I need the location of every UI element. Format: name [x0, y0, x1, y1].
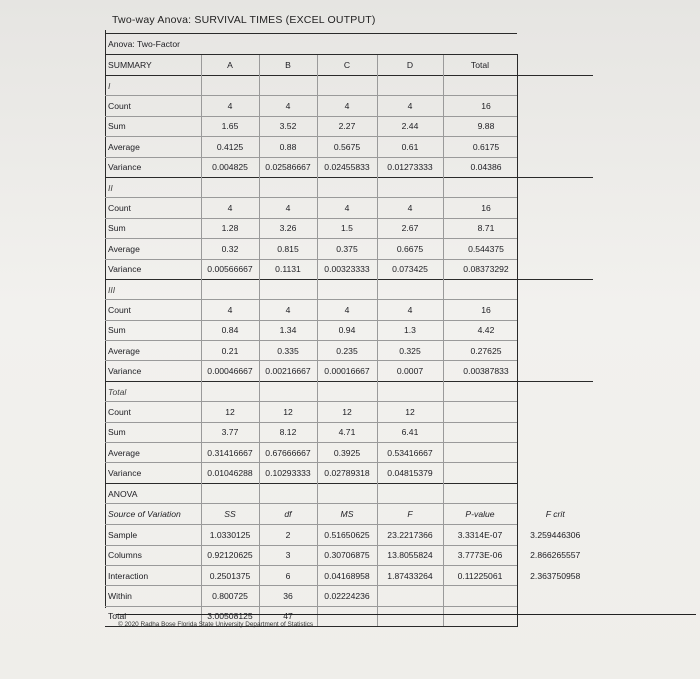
table-cell: 0.04815379	[377, 463, 443, 483]
table-cell: 0.544375	[443, 239, 517, 259]
anova-column-header: F	[377, 504, 443, 525]
table-cell: 4	[201, 198, 259, 218]
table-cell	[443, 422, 517, 442]
empty-cell	[377, 76, 443, 96]
anova-cell: 0.04168958	[317, 565, 377, 585]
source-label: Columns	[105, 545, 201, 565]
empty-cell	[201, 381, 259, 401]
row-label: Variance	[105, 157, 201, 177]
page-title: Two-way Anova: SURVIVAL TIMES (EXCEL OUTPUT)	[112, 14, 376, 26]
anova-row	[105, 545, 593, 565]
table-cell: 0.84	[201, 320, 259, 340]
table-cell	[443, 463, 517, 483]
anova-cell: 0.2501375	[201, 565, 259, 585]
table-cell: 0.88	[259, 137, 317, 157]
anova-cell: 1.0330125	[201, 525, 259, 545]
table-cell: 8.12	[259, 422, 317, 442]
table-cell: 0.235	[317, 341, 377, 361]
empty-cell	[317, 381, 377, 401]
empty-cell	[259, 279, 317, 299]
table-cell: 4	[201, 96, 259, 116]
anova-source-header: Source of Variation	[105, 504, 201, 525]
source-label: Interaction	[105, 565, 201, 585]
anova-cell: 0.51650625	[317, 525, 377, 545]
empty-cell	[443, 483, 517, 503]
row-label: Count	[105, 402, 201, 422]
table-cell: 12	[259, 402, 317, 422]
empty-cell	[517, 239, 593, 259]
table-cell: 0.02586667	[259, 157, 317, 177]
empty-cell	[517, 96, 593, 116]
empty-cell	[517, 483, 593, 503]
table-cell: 0.27625	[443, 341, 517, 361]
anova-cell: 3.7773E-06	[443, 545, 517, 565]
table-row	[105, 239, 593, 259]
table-cell: 0.6175	[443, 137, 517, 157]
empty-cell	[443, 381, 517, 401]
table-cell: 12	[377, 402, 443, 422]
row-label: Average	[105, 443, 201, 463]
anova-label-row	[105, 483, 593, 503]
table-cell: 0.32	[201, 239, 259, 259]
empty-cell	[201, 76, 259, 96]
table-cell: 4	[317, 300, 377, 320]
table-cell: 1.5	[317, 218, 377, 238]
anova-cell	[517, 586, 593, 606]
table-cell: 8.71	[443, 218, 517, 238]
table-cell: 0.94	[317, 320, 377, 340]
anova-cell	[443, 606, 517, 626]
table-row	[105, 320, 593, 340]
table-row	[105, 259, 593, 279]
empty-cell	[517, 259, 593, 279]
empty-cell	[517, 279, 593, 299]
group-label-row	[105, 381, 593, 401]
empty-cell	[377, 381, 443, 401]
table-cell: 2.67	[377, 218, 443, 238]
anova-row	[105, 565, 593, 585]
empty-cell	[517, 402, 593, 422]
table-cell: 0.1131	[259, 259, 317, 279]
anova-cell: 3.00508125	[201, 606, 259, 626]
row-label: Sum	[105, 116, 201, 136]
anova-header-row	[105, 504, 593, 525]
summary-header-row	[105, 55, 593, 76]
anova-cell: 23.2217366	[377, 525, 443, 545]
row-label: Count	[105, 96, 201, 116]
table-row	[105, 361, 593, 381]
table-cell: 4	[377, 96, 443, 116]
anova-cell	[377, 606, 443, 626]
anova-row	[105, 586, 593, 606]
empty-cell	[517, 422, 593, 442]
row-label: Average	[105, 137, 201, 157]
source-label: Within	[105, 586, 201, 606]
row-label: Sum	[105, 422, 201, 442]
group-label: Total	[105, 381, 201, 401]
table-cell: 3.52	[259, 116, 317, 136]
empty-cell	[517, 55, 593, 76]
group-label: III	[105, 279, 201, 299]
empty-cell	[517, 157, 593, 177]
empty-cell	[517, 177, 593, 197]
table-cell	[443, 402, 517, 422]
empty-cell	[517, 381, 593, 401]
empty-cell	[201, 177, 259, 197]
row-label: Count	[105, 198, 201, 218]
empty-cell	[443, 177, 517, 197]
table-cell: 4	[317, 96, 377, 116]
table-cell: 4.42	[443, 320, 517, 340]
table-row	[105, 402, 593, 422]
empty-cell	[201, 279, 259, 299]
anova-cell: 47	[259, 606, 317, 626]
source-label: Sample	[105, 525, 201, 545]
table-cell: 0.004825	[201, 157, 259, 177]
table-cell: 0.02455833	[317, 157, 377, 177]
anova-cell: 6	[259, 565, 317, 585]
table-cell: 1.65	[201, 116, 259, 136]
table-cell: 4	[317, 198, 377, 218]
anova-cell: 3.3314E-07	[443, 525, 517, 545]
table-cell: 16	[443, 96, 517, 116]
heading-row	[105, 34, 593, 55]
empty-cell	[317, 177, 377, 197]
empty-cell	[317, 279, 377, 299]
empty-cell	[517, 320, 593, 340]
anova-cell: 13.8055824	[377, 545, 443, 565]
column-header: A	[201, 55, 259, 76]
empty-cell	[517, 463, 593, 483]
anova-column-header: SS	[201, 504, 259, 525]
table-cell: 0.08373292	[443, 259, 517, 279]
table-cell: 0.00323333	[317, 259, 377, 279]
table-cell: 0.21	[201, 341, 259, 361]
empty-cell	[517, 341, 593, 361]
table-cell: 0.00387833	[443, 361, 517, 381]
anova-column-header: df	[259, 504, 317, 525]
empty-cell	[377, 177, 443, 197]
copyright-footer: © 2020 Radha Bose Florida State University Department of Statistics	[118, 621, 314, 628]
row-label: Average	[105, 341, 201, 361]
table-cell: 12	[317, 402, 377, 422]
table-row	[105, 341, 593, 361]
table-row	[105, 218, 593, 238]
anova-cell: 0.30706875	[317, 545, 377, 565]
row-label: Average	[105, 239, 201, 259]
table-cell: 0.325	[377, 341, 443, 361]
empty-cell	[517, 300, 593, 320]
anova-cell: 3.259446306	[517, 525, 593, 545]
row-label: Sum	[105, 320, 201, 340]
table-cell: 0.3925	[317, 443, 377, 463]
table-cell: 3.77	[201, 422, 259, 442]
anova-cell: 0.92120625	[201, 545, 259, 565]
row-label: Variance	[105, 259, 201, 279]
anova-cell: 0.800725	[201, 586, 259, 606]
anova-label: ANOVA	[105, 483, 201, 503]
table-row	[105, 96, 593, 116]
table-cell: 9.88	[443, 116, 517, 136]
table-cell: 0.67666667	[259, 443, 317, 463]
anova-column-header: F crit	[517, 504, 593, 525]
table-cell: 4	[377, 198, 443, 218]
empty-cell	[517, 76, 593, 96]
anova-column-header: P-value	[443, 504, 517, 525]
column-header: D	[377, 55, 443, 76]
table-cell: 0.815	[259, 239, 317, 259]
table-row	[105, 198, 593, 218]
table-cell: 4	[259, 198, 317, 218]
table-cell: 0.375	[317, 239, 377, 259]
empty-cell	[517, 218, 593, 238]
footer-divider	[116, 614, 696, 615]
table-cell: 4	[377, 300, 443, 320]
table-row	[105, 463, 593, 483]
table-cell: 1.28	[201, 218, 259, 238]
empty-cell	[377, 483, 443, 503]
anova-column-header: MS	[317, 504, 377, 525]
anova-cell: 3	[259, 545, 317, 565]
table-cell: 0.04386	[443, 157, 517, 177]
table-row	[105, 300, 593, 320]
table-cell: 4	[259, 96, 317, 116]
anova-table	[105, 33, 593, 627]
group-label-row	[105, 279, 593, 299]
row-label: Sum	[105, 218, 201, 238]
empty-cell	[259, 381, 317, 401]
table-cell: 0.01273333	[377, 157, 443, 177]
table-cell: 4	[259, 300, 317, 320]
table-cell: 4	[201, 300, 259, 320]
table-cell: 0.01046288	[201, 463, 259, 483]
table-cell: 0.10293333	[259, 463, 317, 483]
table-cell: 0.5675	[317, 137, 377, 157]
anova-cell	[317, 606, 377, 626]
table-cell: 3.26	[259, 218, 317, 238]
empty-cell	[517, 361, 593, 381]
anova-cell: 36	[259, 586, 317, 606]
group-label: II	[105, 177, 201, 197]
table-row	[105, 422, 593, 442]
table-row	[105, 137, 593, 157]
table-cell: 0.00216667	[259, 361, 317, 381]
empty-cell	[517, 34, 593, 55]
anova-row	[105, 525, 593, 545]
anova-cell: 2.363750958	[517, 565, 593, 585]
table-cell: 0.00016667	[317, 361, 377, 381]
empty-cell	[517, 198, 593, 218]
table-cell: 0.00566667	[201, 259, 259, 279]
group-label: I	[105, 76, 201, 96]
table-cell: 0.61	[377, 137, 443, 157]
row-label: Count	[105, 300, 201, 320]
table-cell	[443, 443, 517, 463]
summary-label: SUMMARY	[105, 55, 201, 76]
anova-cell: 1.87433264	[377, 565, 443, 585]
table-cell: 4.71	[317, 422, 377, 442]
empty-cell	[377, 279, 443, 299]
table-cell: 12	[201, 402, 259, 422]
empty-cell	[201, 483, 259, 503]
anova-cell: 2.866265557	[517, 545, 593, 565]
table-cell: 0.02789318	[317, 463, 377, 483]
column-header: B	[259, 55, 317, 76]
table-row	[105, 157, 593, 177]
empty-cell	[259, 76, 317, 96]
table-cell: 0.00046667	[201, 361, 259, 381]
empty-cell	[259, 177, 317, 197]
table-cell: 0.0007	[377, 361, 443, 381]
table-cell: 1.3	[377, 320, 443, 340]
table-cell: 2.27	[317, 116, 377, 136]
anova-cell: 0.02224236	[317, 586, 377, 606]
table-heading: Anova: Two-Factor	[105, 34, 517, 55]
table-row	[105, 443, 593, 463]
column-header: C	[317, 55, 377, 76]
group-label-row	[105, 76, 593, 96]
empty-cell	[517, 137, 593, 157]
table-cell: 1.34	[259, 320, 317, 340]
table-cell: 0.073425	[377, 259, 443, 279]
table-cell: 0.53416667	[377, 443, 443, 463]
table-cell: 0.6675	[377, 239, 443, 259]
anova-cell	[443, 586, 517, 606]
empty-cell	[517, 116, 593, 136]
empty-cell	[517, 443, 593, 463]
empty-cell	[317, 483, 377, 503]
table-cell: 16	[443, 198, 517, 218]
table-cell: 0.4125	[201, 137, 259, 157]
empty-cell	[317, 76, 377, 96]
anova-cell: 0.11225061	[443, 565, 517, 585]
anova-cell: 2	[259, 525, 317, 545]
empty-cell	[443, 76, 517, 96]
row-label: Variance	[105, 463, 201, 483]
group-label-row	[105, 177, 593, 197]
table-cell: 0.31416667	[201, 443, 259, 463]
row-label: Variance	[105, 361, 201, 381]
anova-cell	[377, 586, 443, 606]
column-header: Total	[443, 55, 517, 76]
table-cell: 6.41	[377, 422, 443, 442]
empty-cell	[259, 483, 317, 503]
table-cell: 0.335	[259, 341, 317, 361]
table-cell: 2.44	[377, 116, 443, 136]
table-cell: 16	[443, 300, 517, 320]
source-label: Total	[105, 606, 201, 626]
table-row	[105, 116, 593, 136]
empty-cell	[443, 279, 517, 299]
anova-cell	[517, 606, 593, 626]
